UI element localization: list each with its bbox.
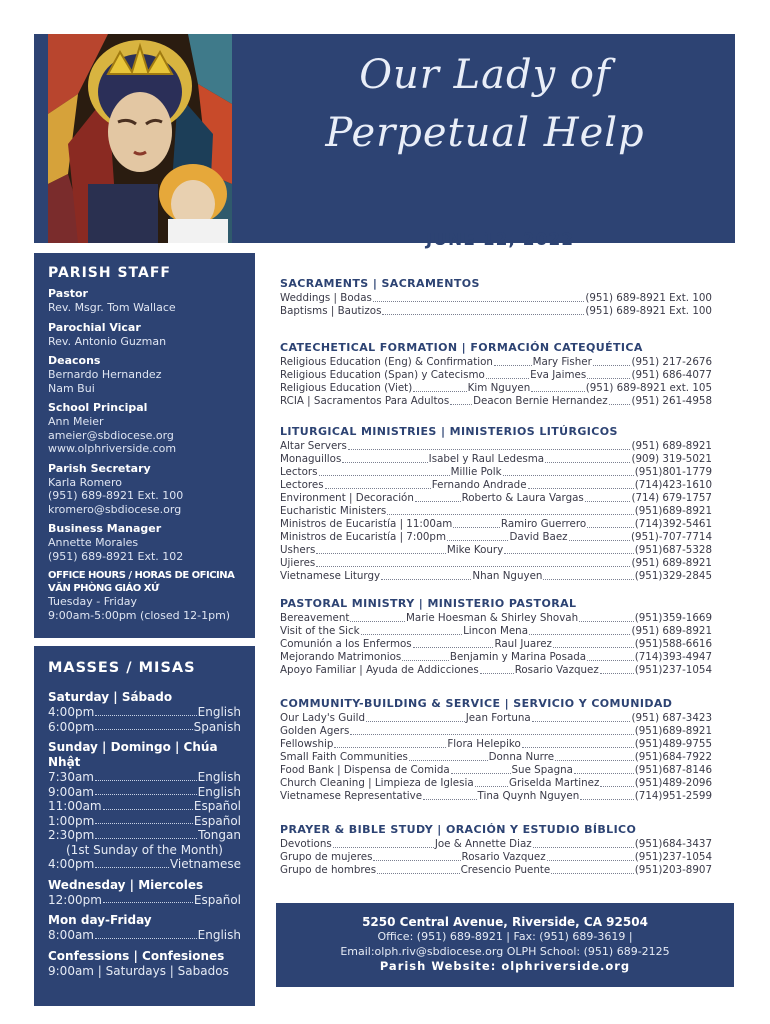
contact-row [280, 638, 712, 651]
mass-language: Spanish [193, 719, 241, 734]
dot-leader [551, 864, 634, 874]
contact-name: Tina Quynh Nguyen [477, 790, 580, 802]
dot-leader [409, 751, 488, 761]
dot-leader [348, 440, 631, 450]
contact-phone: (951)689-8921 [634, 505, 712, 517]
dot-leader [553, 638, 634, 648]
pastoral-section [280, 597, 712, 677]
contact-row [280, 395, 712, 408]
contact-name: Raul Juarez [494, 638, 552, 650]
mass-language: English [197, 770, 241, 784]
sunday-label: Sunday | Domingo | Chúa Nhật [48, 740, 218, 769]
contact-phone: (951)684-3437 [634, 838, 713, 850]
mass-language: Español [193, 892, 241, 907]
mass-time-row [48, 828, 241, 843]
dot-leader [450, 395, 472, 405]
dot-leader [319, 466, 450, 476]
mass-language: English [197, 705, 241, 719]
ministry-label: Religious Education (Eng) & Confirmation [280, 356, 493, 368]
contact-name: Benjamin y Marina Posada [449, 651, 587, 663]
dot-leader [447, 531, 508, 541]
contact-name: Nhan Nguyen [472, 570, 543, 582]
contact-row [280, 292, 712, 305]
contact-row [280, 466, 712, 479]
contact-row [280, 712, 712, 725]
ministry-label: Bereavement [280, 612, 350, 624]
dot-leader [366, 712, 465, 722]
dot-leader [95, 705, 196, 716]
dot-leader [361, 625, 462, 635]
ministry-label: Grupo de mujeres [280, 851, 373, 863]
principal-name: Ann Meier [48, 415, 104, 428]
contact-row [280, 557, 712, 570]
ministry-label: Food Bank | Dispensa de Comida [280, 764, 450, 776]
parish-staff-panel [34, 253, 255, 638]
contact-row [280, 518, 712, 531]
mass-time-row [48, 857, 241, 872]
contact-phone: (951) 689-8921 [631, 625, 713, 637]
email-contact[interactable]: Email:olph.riv@sbdiocese.org OLPH School: (951) 689-2125 [340, 945, 670, 958]
dot-leader [475, 777, 508, 787]
dot-leader [350, 612, 405, 622]
dot-leader [413, 382, 466, 392]
ministry-label: Weddings | Bodas [280, 292, 372, 304]
contact-phone: (714)392-5461 [634, 518, 713, 530]
mass-language: Español [193, 799, 241, 813]
contact-phone: (951) 687-3423 [631, 712, 713, 724]
saturday-label: Saturday | Sábado [48, 690, 173, 704]
contact-row [280, 531, 712, 544]
ministry-label: Ushers [280, 544, 316, 556]
mass-time-row [48, 705, 241, 720]
contact-row [280, 492, 712, 505]
contact-phone: (951)237-1054 [634, 664, 712, 676]
contact-row [280, 440, 712, 453]
dot-leader [504, 544, 634, 554]
contact-row [280, 505, 712, 518]
contact-name: Rosario Vazquez [461, 851, 546, 863]
principal-role: School Principal [48, 401, 148, 414]
contact-phone: (951) 689-8921 ext. 105 [585, 382, 713, 394]
contact-name: Deacon Bernie Hernandez [473, 395, 608, 407]
sacraments-section [280, 277, 712, 318]
contact-row [280, 356, 712, 369]
dot-leader [528, 479, 634, 489]
mass-times-panel [34, 646, 255, 1006]
community-section [280, 697, 712, 803]
mass-time: 11:00am [48, 799, 102, 813]
dot-leader [325, 479, 431, 489]
contact-phone: (951)329-2845 [634, 570, 712, 582]
ministry-label: Baptisms | Bautizos [280, 305, 382, 317]
dot-leader [480, 664, 514, 674]
mass-language: Español [193, 813, 241, 828]
parish-website[interactable]: Parish Website: olphriverside.org [379, 959, 631, 973]
mass-language: Tongan [198, 828, 241, 842]
mass-time: 7:30am [48, 770, 94, 784]
dot-leader [95, 814, 193, 825]
dot-leader [569, 531, 630, 541]
secretary-name: Karla Romero [48, 475, 122, 489]
contact-phone: (951)684-7922 [634, 751, 712, 763]
dot-leader [377, 864, 460, 874]
ministry-label: Church Cleaning | Limpieza de Iglesia [280, 777, 474, 789]
dot-leader [316, 557, 630, 567]
dot-leader [585, 492, 631, 502]
contact-phone: (951)689-8921 [634, 725, 712, 737]
contact-row [280, 664, 712, 677]
contact-row [280, 612, 712, 625]
mass-time-row [48, 928, 241, 943]
contact-row [280, 479, 712, 492]
dot-leader [373, 851, 460, 861]
ministry-label: Grupo de hombres [280, 864, 377, 876]
mass-time-row [48, 720, 241, 735]
section-title: COMMUNITY-BUILDING & SERVICE | SERVICIO Y COMUNIDAD [280, 697, 673, 710]
mass-time: 4:00pm [48, 705, 95, 719]
ministry-label: Visit of the Sick [280, 625, 360, 637]
ministry-label: Religious Education (Span) y Catecismo [280, 369, 485, 381]
ministry-label: Fellowship [280, 738, 334, 750]
dot-leader [532, 712, 631, 722]
secretary-phone: (951) 689-8921 Ext. 100 [48, 489, 184, 502]
ministry-label: Vietnamese Representative [280, 790, 423, 802]
dot-leader [382, 305, 584, 315]
ministry-label: Ministros de Eucaristía | 11:00am [280, 518, 453, 530]
dot-leader [415, 492, 461, 502]
contact-row [280, 864, 712, 877]
dot-leader [373, 292, 584, 302]
title-line1: Our Lady of [359, 52, 611, 98]
dot-leader [531, 382, 584, 392]
dot-leader [579, 612, 634, 622]
section-title: SACRAMENTS | SACRAMENTOS [280, 277, 480, 290]
contact-phone: (951)687-8146 [634, 764, 713, 776]
contact-row [280, 625, 712, 638]
contact-phone: (951)489-9755 [634, 738, 713, 750]
confession-times: 9:00am | Saturdays | Sabados [48, 963, 229, 978]
dot-leader [533, 838, 634, 848]
ministry-label: Vietnamese Liturgy [280, 570, 381, 582]
contact-row [280, 777, 712, 790]
dot-leader [103, 799, 193, 810]
mass-time: 1:00pm [48, 813, 95, 828]
office-contact: Office: (951) 689-8921 | Fax: (951) 689-3619 | [377, 930, 633, 943]
liturgical-section [280, 425, 712, 583]
contact-row [280, 305, 712, 318]
contact-phone: (951) 689-8921 Ext. 100 [585, 305, 712, 317]
contact-phone: (951)237-1054 [634, 851, 713, 863]
contact-row [280, 453, 712, 466]
dot-leader [522, 738, 634, 748]
bulletin-date: JUNE 12, 2022 [425, 230, 575, 250]
ministry-label: Comunión a los Enfermos [280, 638, 412, 650]
contact-name: Griselda Martinez [509, 777, 600, 789]
dot-leader [413, 638, 494, 648]
contact-phone: (714)393-4947 [634, 651, 712, 663]
ministry-label: Lectores [280, 479, 324, 491]
contact-phone: (951) 686-4077 [631, 369, 712, 381]
vicar-name: Rev. Antonio Guzman [48, 334, 167, 348]
contact-phone: (951)801-1779 [634, 466, 713, 478]
deacon-name: Bernardo Hernandez [48, 368, 162, 381]
contact-phone: (951)359-1669 [634, 612, 712, 624]
contact-name: Marie Hoesman & Shirley Shovah [406, 612, 579, 624]
manager-phone: (951) 689-8921 Ext. 102 [48, 549, 184, 563]
dot-leader [402, 651, 449, 661]
contact-phone: (951) 261-4958 [631, 395, 713, 407]
title-line2: Perpetual Help [325, 110, 645, 156]
deacons-role: Deacons [48, 354, 101, 367]
mass-time: 4:00pm [48, 857, 95, 871]
dot-leader [574, 764, 634, 774]
masses-heading: MASSES / MISAS [48, 660, 196, 676]
contact-name: Sue Spagna [511, 764, 573, 776]
contact-phone: (951)-707-7714 [631, 531, 713, 543]
dot-leader [95, 720, 192, 731]
ministry-label: Altar Servers [280, 440, 347, 452]
dot-leader [580, 790, 634, 800]
pastor-name: Rev. Msgr. Tom Wallace [48, 301, 176, 314]
dot-leader [543, 570, 633, 580]
mass-time-row [48, 814, 241, 829]
mass-time-row [48, 799, 241, 814]
mass-time: 8:00am [48, 928, 94, 942]
ministry-label: Environment | Decoración [280, 492, 414, 504]
dot-leader [600, 664, 634, 674]
dot-leader [387, 505, 633, 515]
dot-leader [503, 466, 634, 476]
contact-row [280, 764, 712, 777]
principal-email[interactable]: ameier@sbdiocese.org [48, 428, 174, 442]
dot-leader [95, 828, 197, 839]
contact-name: Ramiro Guerrero [500, 518, 587, 530]
contact-name: Fernando Andrade [431, 479, 527, 491]
contact-row [280, 790, 712, 803]
dot-leader [587, 518, 634, 528]
contact-phone: (951) 689-8921 [631, 440, 712, 452]
contact-phone: (714) 679-1757 [631, 492, 712, 504]
contact-name: Eva Jaimes [530, 369, 587, 381]
dot-leader [333, 838, 434, 848]
contact-name: David Baez [509, 531, 568, 543]
ministry-label: Monaguillos [280, 453, 342, 465]
dot-leader [95, 770, 197, 781]
dot-leader [609, 395, 631, 405]
dot-leader [95, 785, 197, 796]
dot-leader [423, 790, 477, 800]
ministry-label: Religious Education (Viet) [280, 382, 413, 394]
contact-name: Roberto & Laura Vargas [461, 492, 584, 504]
contact-name: Kim Nguyen [467, 382, 531, 394]
dot-leader [334, 738, 446, 748]
sunday-note: (1st Sunday of the Month) [66, 842, 223, 857]
contact-row [280, 651, 712, 664]
contact-phone: (951)203-8907 [634, 864, 712, 876]
office-days: Tuesday - Friday [48, 595, 138, 608]
catechetical-section [280, 341, 712, 408]
parish-title [250, 46, 720, 162]
contact-phone: (714)423-1610 [634, 479, 712, 491]
contact-name: Rosario Vazquez [514, 664, 599, 676]
mass-time: 9:00am [48, 784, 94, 799]
prayer-section [280, 823, 712, 877]
contact-row [280, 570, 712, 583]
mass-language: English [197, 784, 241, 799]
ministry-label: Ujieres [280, 557, 316, 569]
ministry-label: Lectors [280, 466, 318, 478]
contact-name: Joe & Annette Diaz [434, 838, 532, 850]
contact-phone: (951)588-6616 [634, 638, 713, 650]
contact-row [280, 751, 712, 764]
dot-leader [342, 453, 427, 463]
mass-time-row [48, 785, 241, 800]
school-website[interactable]: www.olphriverside.com [48, 442, 177, 455]
parish-address: 5250 Central Avenue, Riverside, CA 92504 [362, 915, 648, 929]
section-title: PASTORAL MINISTRY | MINISTERIO PASTORAL [280, 597, 577, 610]
dot-leader [451, 764, 511, 774]
contact-row [280, 738, 712, 751]
contact-phone: (909) 319-5021 [631, 453, 712, 465]
dot-leader [316, 544, 446, 554]
ministry-label: Apoyo Familiar | Ayuda de Addicciones [280, 664, 479, 676]
dot-leader [486, 369, 529, 379]
dot-leader [547, 851, 634, 861]
contact-row [280, 369, 712, 382]
dot-leader [350, 725, 633, 735]
contact-name: Lincon Mena [463, 625, 529, 637]
contact-phone: (951) 217-2676 [631, 356, 713, 368]
ministry-label: Golden Agers [280, 725, 350, 737]
deacon-name: Nam Bui [48, 381, 95, 395]
contact-name: Isabel y Raul Ledesma [428, 453, 545, 465]
dot-leader [494, 356, 532, 366]
mass-time-row [48, 893, 241, 908]
contact-phone: (951)489-2096 [634, 777, 713, 789]
mass-time: 12:00pm [48, 892, 102, 907]
dot-leader [600, 777, 633, 787]
madonna-icon-image [48, 34, 232, 243]
mass-time-row [48, 770, 241, 785]
dot-leader [587, 651, 634, 661]
ministry-label: Our Lady's Guild [280, 712, 366, 724]
dot-leader [529, 625, 630, 635]
section-title: CATECHETICAL FORMATION | FORMACIÓN CATEQUÉTICA [280, 341, 643, 354]
office-hours: 9:00am-5:00pm (closed 12-1pm) [48, 608, 231, 622]
confession-label: Confessions | Confesiones [48, 948, 225, 963]
contact-row [280, 382, 712, 395]
ministry-label: Devotions [280, 838, 332, 850]
contact-name: Mike Koury [446, 544, 504, 556]
contact-name: Jean Fortuna [465, 712, 531, 724]
pastor-role: Pastor [48, 287, 88, 300]
ministry-label: Small Faith Communities [280, 751, 408, 763]
wednesday-label: Wednesday | Miercoles [48, 877, 204, 892]
contact-name: Flora Helepiko [447, 738, 521, 750]
staff-heading: PARISH STAFF [48, 265, 171, 281]
manager-role: Business Manager [48, 522, 162, 535]
contact-row [280, 544, 712, 557]
dot-leader [545, 453, 630, 463]
dot-leader [587, 369, 630, 379]
contact-footer [276, 903, 734, 987]
contact-phone: (714)951-2599 [634, 790, 713, 802]
secretary-role: Parish Secretary [48, 461, 151, 475]
dot-leader [593, 356, 631, 366]
dot-leader [381, 570, 471, 580]
contact-name: Donna Nurre [488, 751, 555, 763]
contact-name: Millie Polk [450, 466, 502, 478]
vicar-role: Parochial Vicar [48, 320, 141, 334]
contact-name: Mary Fisher [532, 356, 592, 368]
contact-row [280, 725, 712, 738]
contact-phone: (951) 689-8921 Ext. 100 [585, 292, 712, 304]
section-title: LITURGICAL MINISTRIES | MINISTERIOS LITÚRGICOS [280, 425, 618, 438]
contact-name: Cresencio Puente [460, 864, 551, 876]
weekday-label: Mon day-Friday [48, 913, 152, 927]
contact-phone: (951)687-5328 [634, 544, 713, 556]
contact-row [280, 838, 712, 851]
ministry-label: Mejorando Matrimonios [280, 651, 402, 663]
mass-language: English [197, 928, 241, 942]
section-title: PRAYER & BIBLE STUDY | ORACIÓN Y ESTUDIO BÍBLICO [280, 823, 637, 836]
dot-leader [453, 518, 500, 528]
contact-row [280, 851, 712, 864]
mass-time: 2:30pm [48, 828, 95, 842]
contact-phone: (951) 689-8921 [631, 557, 712, 569]
ministry-label: Eucharistic Ministers [280, 505, 387, 517]
secretary-email[interactable]: kromero@sbdiocese.org [48, 502, 182, 516]
manager-name: Annette Morales [48, 536, 139, 549]
mass-language: Vietnamese [169, 857, 241, 871]
office-hours-heading: OFFICE HOURS / HORAS DE OFICINA VĂN PHÒNG GIÁO XỨ [48, 570, 235, 594]
ministry-label: Ministros de Eucaristía | 7:00pm [280, 531, 446, 543]
dot-leader [555, 751, 634, 761]
mass-time: 6:00pm [48, 719, 95, 734]
ministry-label: RCIA | Sacramentos Para Adultos [280, 395, 450, 407]
